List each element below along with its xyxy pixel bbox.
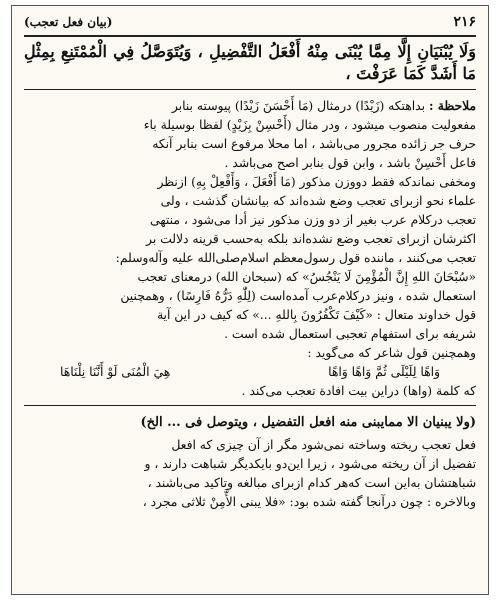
poem-explanation: كه كلمة (واها) دراين بيت افادة تعجب مى‌كند . <box>241 384 476 398</box>
note-paragraph <box>24 96 476 173</box>
note-label: ملاحظة : <box>428 98 476 113</box>
note-line-text: بداهتكه (زَيْدًا) درمثال (مَا أَحْسَنَ زَيْدًا) پيوسته بنابر <box>171 99 426 113</box>
note-line <box>24 96 476 116</box>
verse-divider <box>24 89 476 90</box>
note-line: فاعل أَحْسِنْ باشد ، وابن قول بنابر اصح مى‌باشد . <box>224 156 476 170</box>
note-line: مفعوليت منصوب ميشود ، ودر مثال (أَحْسِنْ بِزَيْدٍ) لفظا بوسيلة باء <box>143 118 476 132</box>
body-line: استعمال شده ، ونيز دركلام‌عرب آمده‌است (لِلّٰهِ دَرُّهُ فَارِسًا) ، وهمچنين <box>120 289 476 303</box>
body-line: شريفه براى استفهام تعجبى استعمال شده است . <box>224 327 476 341</box>
body-line: «سُبْحَانَ اللهِ إِنَّ الْمُؤْمِنَ لَا يَنْجُسُ» كه (سبحان الله) درمعناى تعجب <box>137 270 476 284</box>
poem-verse <box>24 363 476 382</box>
poem-intro: وهمچنين قول شاعر كه مى‌گويد : <box>307 346 476 360</box>
verse-text: وَلَا يُبْنَيَانِ إِلَّا مِمَّا يُبْنَى مِنْهُ أَفْعَلُ التَّفْضِيلِ ، وَيُتَوَصَّلُ فِي الْمُمْتَنِعِ بِمِثْلِ مَا أَشَدَّ كَمَا عَرَفْتَ ، <box>24 42 476 83</box>
page-number: ۲۱۶ <box>453 14 476 30</box>
poem-hemistich-left: هِيَ الْمُنَى لَوْ أَنَّنَا نِلْنَاهَا <box>60 365 171 379</box>
book-page <box>11 5 489 595</box>
body-line: اكثرشان ازبراى تعجب وضع نشده‌اند بلكه به‌حسب قرينه دلالت بر <box>146 232 476 246</box>
body-paragraph <box>24 173 476 344</box>
section-paragraph <box>24 436 476 512</box>
running-title: (بیان فعل تعجب) <box>24 15 113 29</box>
section-line: شباهتشان به‌اين است كه‌هر كدام ازبراى مبالغه وتاكيد مى‌باشند ، <box>147 476 476 490</box>
section-line: فعل تعجب ريخته وساخته نمى‌شود مگر از آن چيزى كه افعل <box>171 438 476 452</box>
header-rule <box>24 35 476 37</box>
body-line: تعجب مى‌كنند ، ماننده قول رسول‌معظم اسلام‌صلى‌الله عليه وآله‌وسلم: <box>115 251 476 265</box>
section-heading: (ولا يبنيان الا ممايبنى منه افعل التفضيل ، ويتوصل فى ... الخ) <box>140 415 476 430</box>
body-line: قول خداوند متعال : «كَيْفَ تَكْفُرُونَ بِاللهِ ...» كه كيف در اين آية <box>156 308 476 322</box>
body-line: علماء نحو ازبراى تعجب وضع شده‌اند كه بيانشان گذشت ، ولى <box>160 194 476 208</box>
section-divider <box>24 405 476 406</box>
section-line: تفضيل از آن ريخته مى‌شود ، زيرا اين‌دو بايكديگر شباهت دارند ، و <box>144 457 476 471</box>
note-line: حرف جر زائده مجرور مى‌باشد ، اما محلا مرفوع است بنابر آنكه <box>152 137 476 151</box>
body-line: ومخفى نماندكه فقط دووزن مذكور (مَا أَفْعَلَ ، وَأَفْعِلْ بِهِ) ازنظر <box>157 175 476 189</box>
body-line: تعجب دركلام عرب بغير از دو وزن مذكور نيز أدا مى‌شود ، منتهى <box>150 213 476 227</box>
poem-hemistich-right: وَاهًا لِلَيْلَى ثُمَّ وَاهًا وَاهًا <box>328 365 440 379</box>
page-header <box>24 12 476 32</box>
section-line: وبالاخره : چون درآنجا گفته شده بود: «فلا يبنى الأَّمِنْ ثلاثى مجرد ، <box>142 495 476 509</box>
